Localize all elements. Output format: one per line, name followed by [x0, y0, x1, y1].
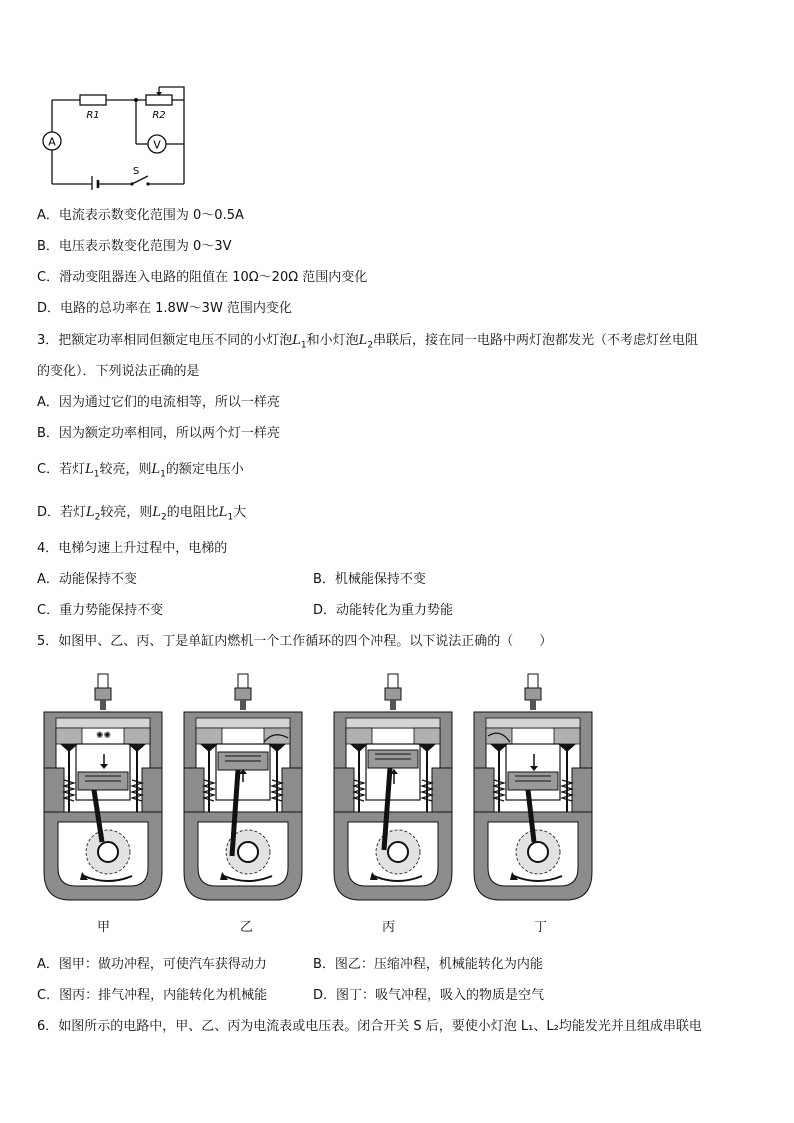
q4-option-c: C．重力势能保持不变: [37, 603, 164, 618]
caption-jia: 甲: [97, 920, 111, 935]
q5-option-a: A．图甲：做功冲程，可使汽车获得动力: [37, 957, 267, 972]
engine-yi: [184, 674, 302, 900]
caption-ding: 丁: [534, 920, 548, 935]
q5-stem: 5．如图甲、乙、丙、丁是单缸内燃机一个工作循环的四个冲程。以下说法正确的（ ）: [37, 634, 553, 649]
q2-option-a: A．电流表示数变化范围为 0～0.5A: [37, 208, 244, 223]
q4-option-a: A．动能保持不变: [37, 572, 137, 587]
svg-text:V: V: [153, 138, 161, 152]
q3-option-a: A．因为通过它们的电流相等，所以一样亮: [37, 395, 280, 410]
q6-stem: 6．如图所示的电路中，甲、乙、丙为电流表或电压表。闭合开关 S 后，要使小灯泡 L₁、L₂均能发光并且组成串联电: [37, 1019, 702, 1034]
caption-bing: 丙: [382, 920, 396, 935]
q3-stem-line1: 3．把额定功率相同但额定电压不同的小灯泡$L_1$和小灯泡$L_2$串联后，接在同一电路中两灯泡都发光（不考虑灯丝电阻: [37, 333, 699, 351]
resistor-r1: [80, 95, 106, 105]
q4-option-b: B．机械能保持不变: [313, 572, 426, 587]
q5-option-d: D．图丁：吸气冲程，吸入的物质是空气: [313, 988, 545, 1003]
caption-yi: 乙: [240, 920, 254, 935]
q4-option-d: D．动能转化为重力势能: [313, 603, 454, 618]
q3-option-d: D．若灯$L_2$较亮，则$L_2$的电阻比$L_1$大: [37, 505, 247, 523]
q4-stem: 4．电梯匀速上升过程中，电梯的: [37, 541, 228, 556]
q2-option-b: B．电压表示数变化范围为 0～3V: [37, 239, 232, 254]
resistor-r2: [146, 95, 172, 105]
q5-option-c: C．图丙：排气冲程，内能转化为机械能: [37, 988, 268, 1003]
label-r1: R1: [86, 110, 100, 121]
label-s: S: [132, 166, 140, 177]
svg-text:✺✺: ✺✺: [96, 731, 112, 741]
engine-strokes-figure: [38, 672, 598, 904]
q3-stem-line2: 的变化）．下列说法正确的是: [37, 364, 200, 379]
engine-bing: [334, 674, 452, 900]
circuit-diagram: [38, 82, 190, 190]
q2-option-c: C．滑动变阻器连入电路的阻值在 10Ω～20Ω 范围内变化: [37, 270, 368, 285]
engine-ding: [474, 674, 592, 900]
svg-text:A: A: [48, 135, 56, 149]
q2-option-d: D．电路的总功率在 1.8W～3W 范围内变化: [37, 301, 292, 316]
q3-option-c: C．若灯$L_1$较亮，则$L_1$的额定电压小: [37, 462, 244, 480]
q5-option-b: B．图乙：压缩冲程，机械能转化为内能: [313, 957, 543, 972]
q3-option-b: B．因为额定功率相同，所以两个灯一样亮: [37, 426, 280, 441]
engine-jia: [44, 674, 162, 900]
switch: [132, 176, 148, 184]
label-r2: R2: [152, 110, 166, 121]
